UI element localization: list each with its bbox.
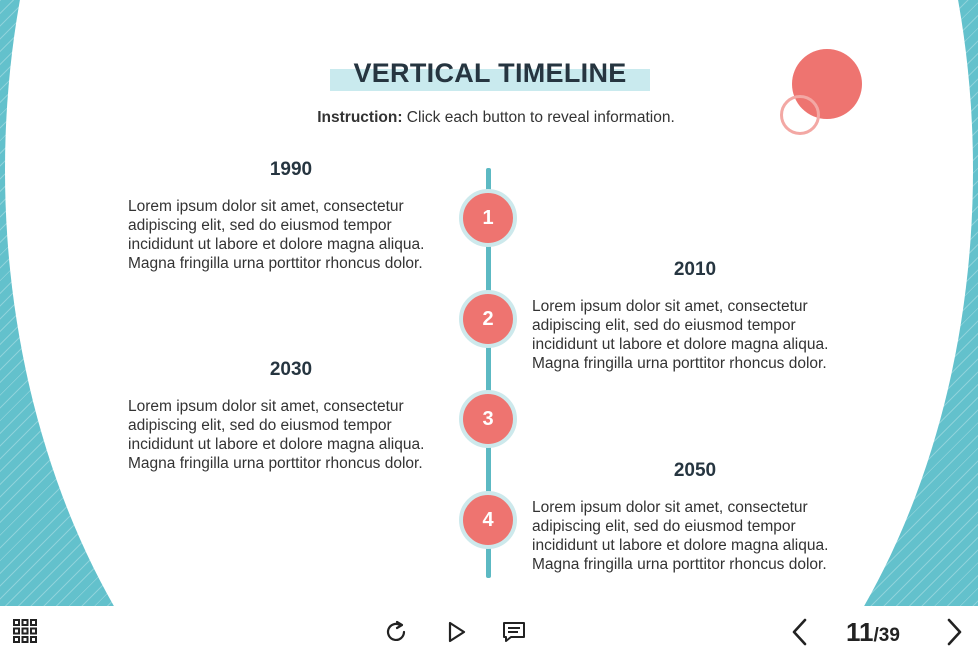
timeline-text-1: Lorem ipsum dolor sit amet, consectetur adipiscing elit, sed do eiusmod tempor incididunt ut labore et dolore magna aliqua. Magna fringilla urna porttitor rhoncus dolor. bbox=[128, 198, 425, 272]
timeline-text-3: Lorem ipsum dolor sit amet, consectetur adipiscing elit, sed do eiusmod tempor incididunt ut labore et dolore magna aliqua. Magna fringilla urna porttitor rhoncus dolor. bbox=[128, 398, 425, 472]
replay-icon[interactable] bbox=[382, 618, 410, 646]
timeline-button-4[interactable] bbox=[459, 491, 517, 549]
slide-title: VERTICAL TIMELINE bbox=[353, 58, 627, 88]
grid-menu-icon[interactable] bbox=[10, 618, 40, 644]
timeline-button-number-2: 2 bbox=[482, 307, 494, 330]
timeline-text-2: Lorem ipsum dolor sit amet, consectetur adipiscing elit, sed do eiusmod tempor incididunt ut labore et dolore magna aliqua. Magna fringilla urna porttitor rhoncus dolor. bbox=[532, 298, 829, 372]
timeline-button-2[interactable] bbox=[459, 290, 517, 348]
total-pages: /39 bbox=[873, 625, 900, 646]
notes-icon[interactable] bbox=[500, 618, 528, 646]
timeline-button-3[interactable] bbox=[459, 390, 517, 448]
instruction-label: Instruction: bbox=[317, 109, 403, 126]
timeline-text-4: Lorem ipsum dolor sit amet, consectetur adipiscing elit, sed do eiusmod tempor incididunt ut labore et dolore magna aliqua. Magna fringilla urna porttitor rhoncus dolor. bbox=[532, 499, 829, 573]
timeline-button-number-1: 1 bbox=[482, 206, 494, 229]
timeline-button-number-4: 4 bbox=[482, 508, 494, 531]
page-counter bbox=[846, 617, 900, 648]
timeline-year-2: 2010 bbox=[673, 259, 717, 280]
timeline-button-1[interactable] bbox=[459, 189, 517, 247]
timeline-button-number-3: 3 bbox=[482, 407, 494, 430]
player-toolbar bbox=[0, 606, 978, 656]
current-page: 11 bbox=[846, 617, 874, 647]
chevron-right-icon[interactable] bbox=[940, 616, 968, 648]
timeline-year-3: 2030 bbox=[269, 359, 313, 380]
timeline-year-1: 1990 bbox=[269, 159, 313, 180]
play-icon[interactable] bbox=[442, 618, 470, 646]
timeline-year-4: 2050 bbox=[673, 460, 717, 481]
decorative-ring bbox=[780, 95, 820, 135]
chevron-left-icon[interactable] bbox=[786, 616, 814, 648]
instruction-body: Click each button to reveal information. bbox=[402, 109, 675, 126]
instruction-text bbox=[200, 109, 792, 127]
